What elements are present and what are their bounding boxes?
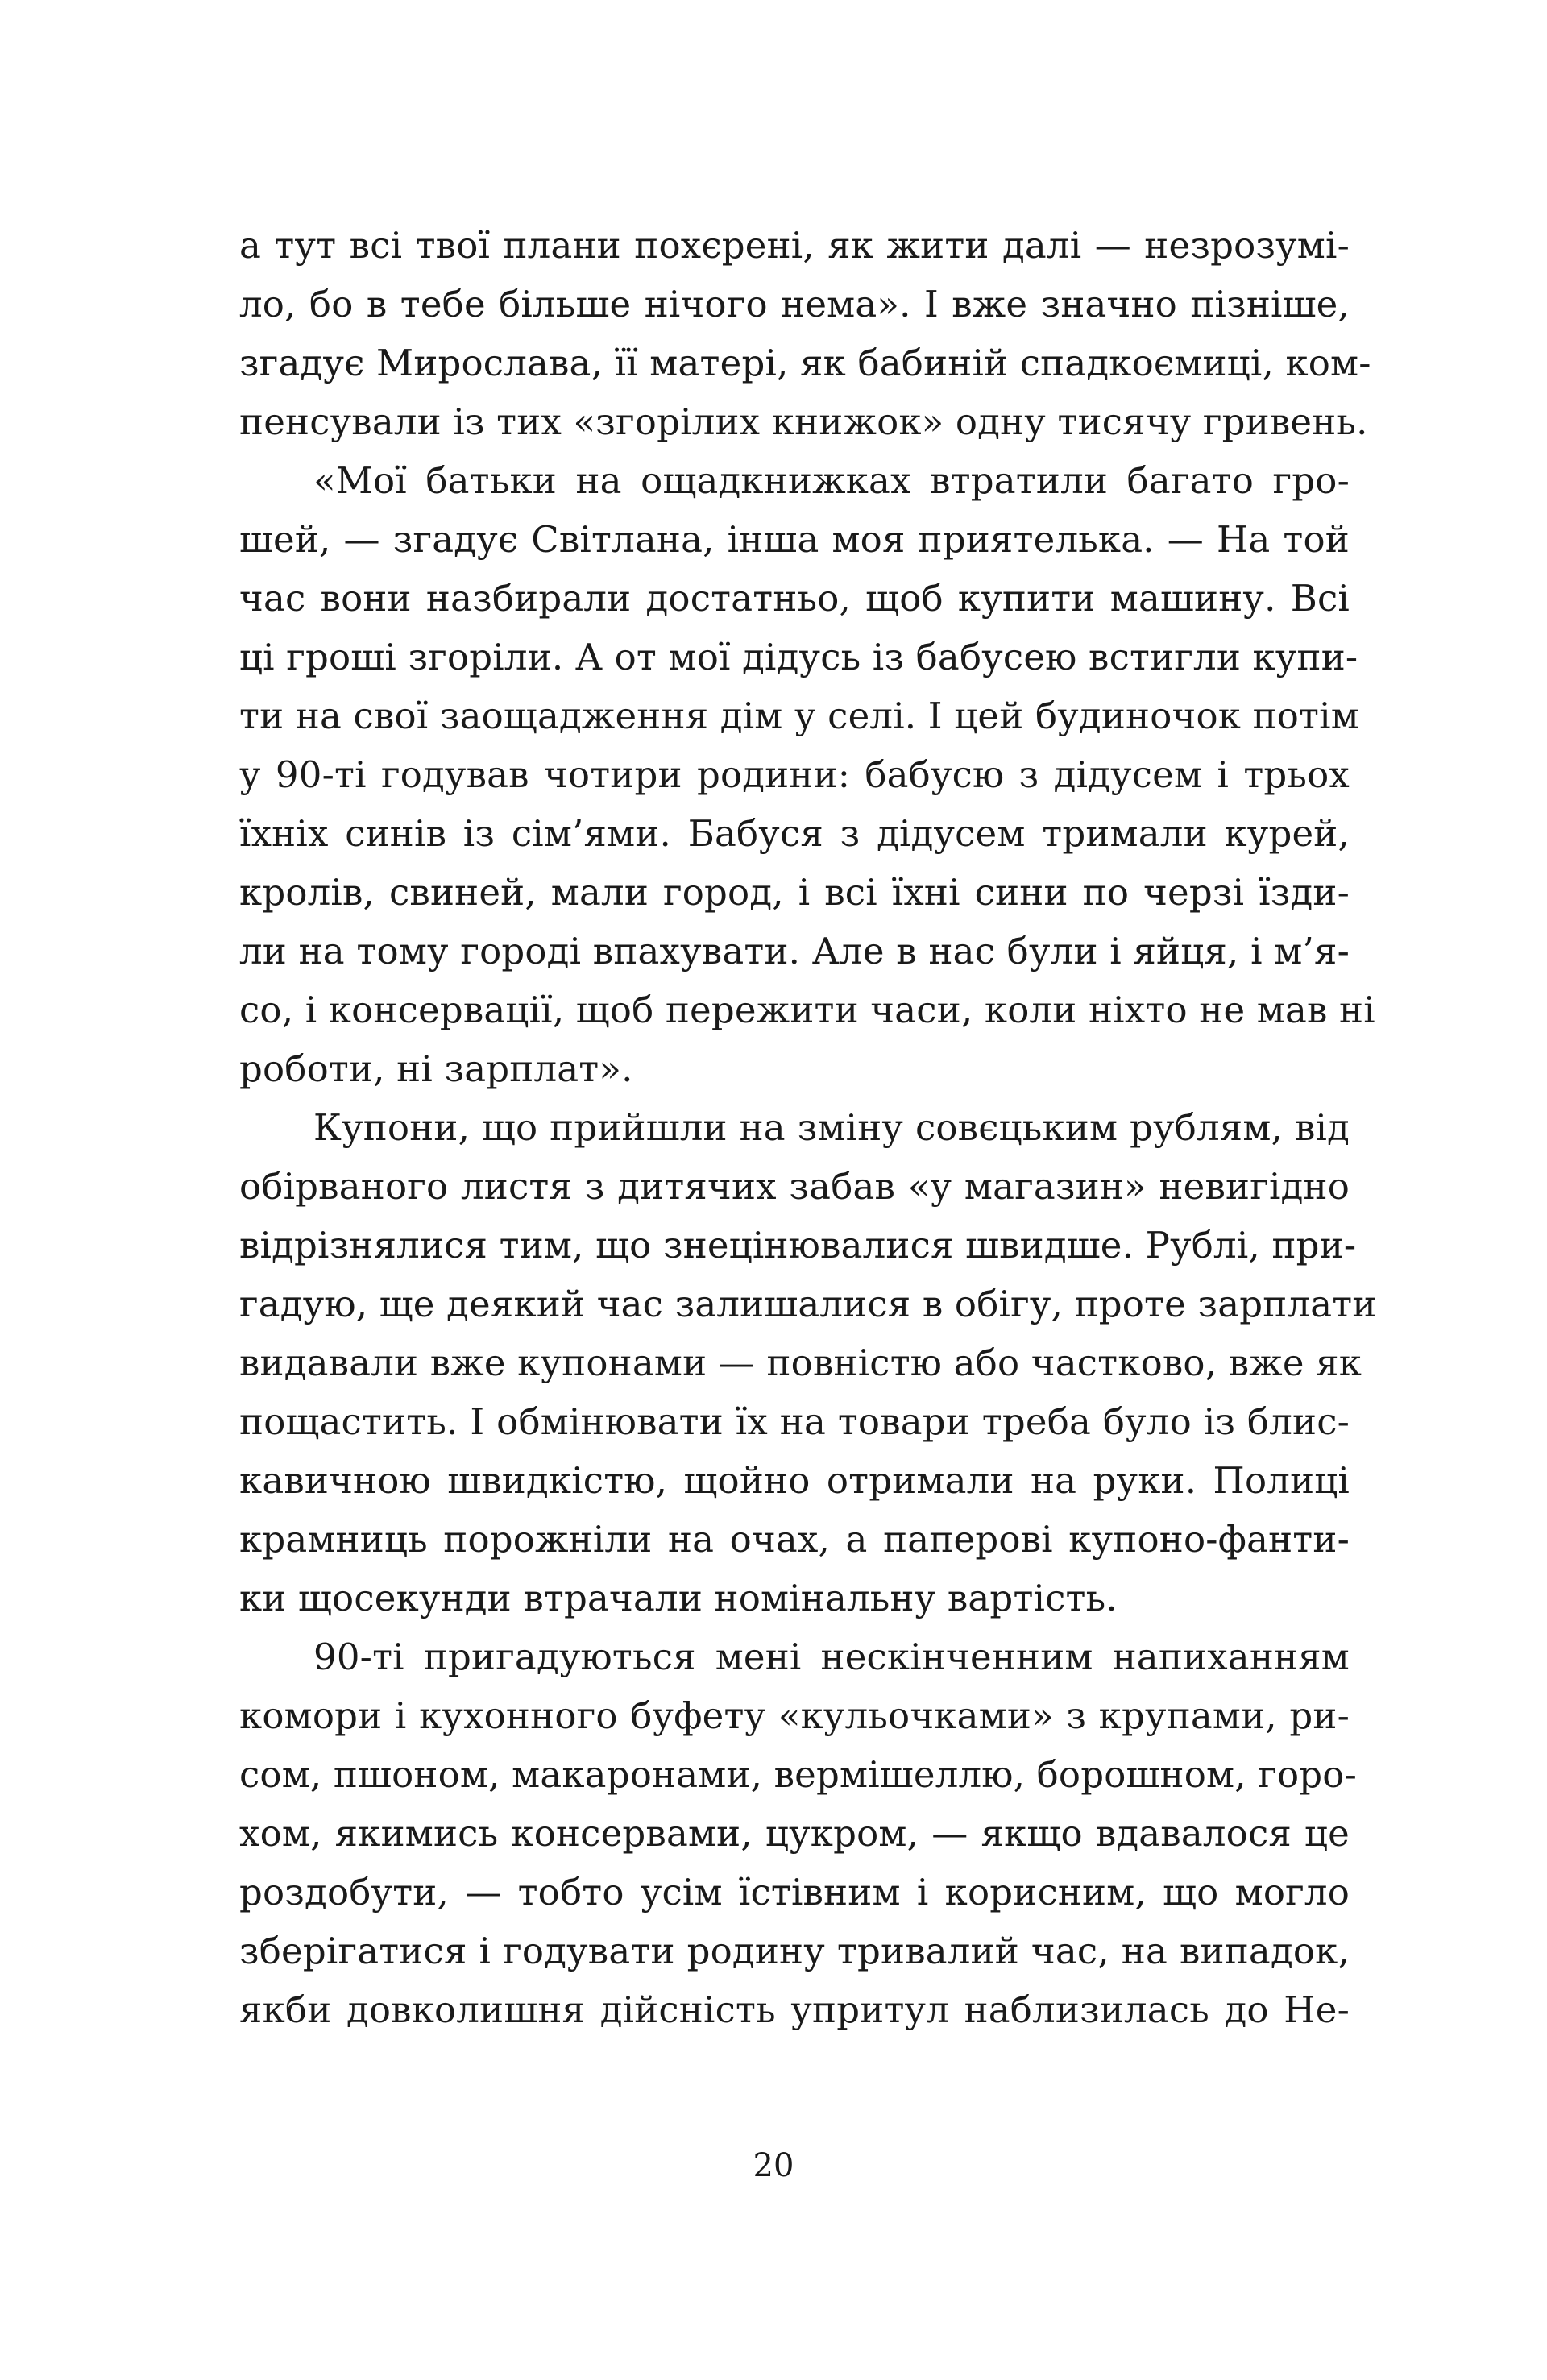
- paragraph: [239, 451, 1375, 1098]
- text-line: хом, якимись консервами, цукром, — якщо вдавалося це: [239, 1812, 1350, 1855]
- text-line: а тут всі твої плани похєрені, як жити далі — незрозумі-: [239, 224, 1350, 267]
- text-line: у 90-ті годував чотири родини: бабусю з дідусем і трьох: [239, 753, 1350, 796]
- text-line: комори і кухонного буфету «кульочками» з крупами, ри-: [239, 1694, 1350, 1737]
- text-line: видавали вже купонами — повністю або частково, вже як: [239, 1341, 1362, 1384]
- text-line: пенсували із тих «згорілих книжок» одну тисячу гривень.: [239, 400, 1368, 443]
- paragraph: [239, 216, 1371, 451]
- body-text: [239, 216, 1377, 2039]
- text-line: обірваного листя з дитячих забав «у магазин» невигідно: [239, 1165, 1350, 1208]
- text-line: час вони назбирали достатньо, щоб купити машину. Всі: [239, 577, 1350, 620]
- text-line: ці гроші згоріли. А от мої дідусь із бабусею встигли купи-: [239, 636, 1358, 678]
- page-number: 20: [753, 2147, 794, 2184]
- text-line: «Мої батьки на ощадкнижках втратили багато гро-: [313, 459, 1350, 502]
- text-line: ли на тому городі впахувати. Але в нас були і яйця, і м’я-: [239, 930, 1350, 972]
- text-line: їхніх синів із сім’ями. Бабуся з дідусем тримали курей,: [239, 812, 1350, 855]
- text-line: со, і консервації, щоб пережити часи, коли ніхто не мав ні: [239, 989, 1375, 1031]
- text-line: крамниць порожніли на очах, а паперові купоно-фанти-: [239, 1518, 1350, 1561]
- text-line: сом, пшоном, макаронами, вермішеллю, борошном, горо-: [239, 1753, 1358, 1796]
- text-line: кролів, свиней, мали город, і всі їхні сини по черзі їзди-: [239, 871, 1350, 914]
- text-line: згадує Мирослава, її матері, як бабиній спадкоємиці, ком-: [239, 342, 1371, 384]
- text-line: ти на свої заощадження дім у селі. І цей будиночок потім: [239, 695, 1359, 737]
- text-line: ло, бо в тебе більше нічого нема». І вже значно пізніше,: [239, 283, 1350, 325]
- text-line: роботи, ні зарплат».: [239, 1047, 633, 1090]
- text-line: ки щосекунди втрачали номінальну вартість.: [239, 1577, 1118, 1619]
- paragraph: [239, 1098, 1377, 1627]
- text-line: 90-ті пригадуються мені нескінченним напиханням: [313, 1636, 1350, 1678]
- text-line: Купони, що прийшли на зміну совєцьким рублям, від: [313, 1106, 1350, 1149]
- text-line: відрізнялися тим, що знецінювалися швидше. Рублі, при-: [239, 1224, 1357, 1267]
- text-line: пощастить. І обмінювати їх на товари треба було із блис-: [239, 1400, 1350, 1443]
- text-line: гадую, ще деякий час залишалися в обігу, проте зарплати: [239, 1283, 1377, 1325]
- text-line: шей, — згадує Світлана, інша моя приятелька. — На той: [239, 518, 1350, 561]
- text-line: зберігатися і годувати родину тривалий час, на випадок,: [239, 1930, 1350, 1972]
- text-line: кавичною швидкістю, щойно отримали на руки. Полиці: [239, 1459, 1350, 1502]
- text-line: якби довколишня дійсність упритул наблизилась до Не-: [239, 1988, 1350, 2031]
- text-line: роздобути, — тобто усім їстівним і корисним, що могло: [239, 1871, 1350, 1914]
- paragraph: [239, 1627, 1358, 2039]
